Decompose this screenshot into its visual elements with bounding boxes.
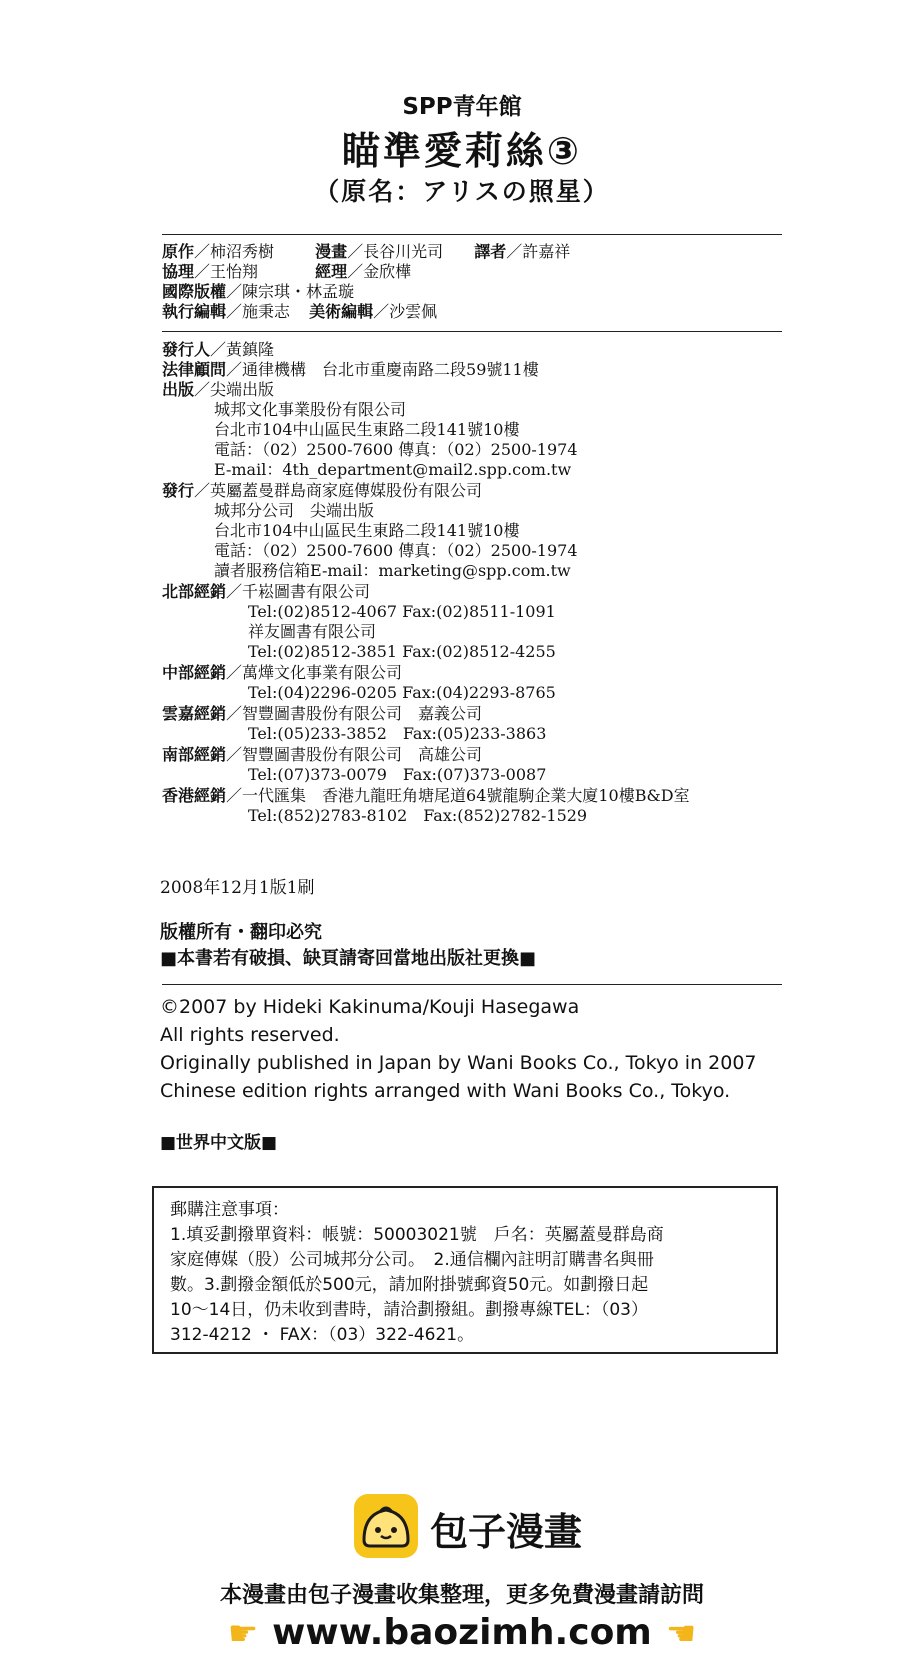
divider	[162, 331, 782, 332]
copyright-line: ©2007 by Hideki Kakinuma/Kouji Hasegawa	[160, 996, 580, 1018]
credit-value: ／長谷川光司	[347, 242, 444, 261]
credit-key: 原作	[162, 242, 195, 261]
mail-order-line: 家庭傳媒（股）公司城邦分公司。 2.通信欄內註明訂購書名與冊	[170, 1250, 654, 1270]
pointing-hand-left-icon: ☚	[665, 1614, 697, 1654]
world-edition-label: ■世界中文版■	[160, 1133, 278, 1153]
distribute-detail: 電話：（02）2500-7600 傳真：（02）2500-1974	[214, 541, 578, 560]
book-title: 瞄準愛莉絲③	[341, 129, 583, 173]
publish-detail: 台北市104中山區民生東路二段141號10樓	[214, 420, 520, 439]
credit-value: ／許嘉祥	[506, 242, 571, 261]
credit-key: 漫畫	[315, 242, 348, 261]
pointing-hand-right-icon: ☛	[227, 1614, 259, 1654]
publish-line: 出版／尖端出版	[162, 380, 275, 399]
edition-date: 2008年12月1版1刷	[160, 878, 315, 898]
south-distributor: 南部經銷／智豐圖書股份有限公司 高雄公司	[162, 745, 483, 764]
north-detail: Tel:(02)8512-3851 Fax:(02)8512-4255	[248, 642, 556, 661]
mail-order-line: 郵購注意事項：	[170, 1200, 289, 1220]
brand-name: 包子漫畫	[430, 1510, 583, 1554]
credit-key: 國際版權	[162, 282, 227, 301]
yunjia-distributor: 雲嘉經銷／智豐圖書股份有限公司 嘉義公司	[162, 704, 483, 723]
yunjia-detail: Tel:(05)233-3852 Fax:(05)233-3863	[248, 724, 547, 743]
credit-row	[162, 282, 354, 302]
mail-order-line: 10～14日，仍未收到書時，請洽劃撥組。劃撥專線TEL：（03）	[170, 1300, 648, 1320]
distribute-detail: 台北市104中山區民生東路二段141號10樓	[214, 521, 520, 540]
rights-notice: 版權所有・翻印必究	[160, 922, 322, 943]
distribute-detail: 讀者服務信箱E-mail：marketing@spp.com.tw	[214, 561, 571, 580]
mail-order-box	[152, 1186, 778, 1354]
issuer-line: 發行人／黃鎮隆	[162, 340, 275, 359]
south-detail: Tel:(07)373-0079 Fax:(07)373-0087	[248, 765, 547, 784]
bun-logo-icon	[354, 1494, 418, 1558]
mail-order-line: 數。3.劃撥金額低於500元，請加附掛號郵資50元。如劃撥日起	[170, 1275, 649, 1295]
legal-line: 法律顧問／通律機構 台北市重慶南路二段59號11樓	[162, 360, 539, 379]
credit-key: 美術編輯	[309, 302, 374, 321]
north-distributor: 北部經銷／千崧圖書有限公司	[162, 582, 371, 601]
publish-detail: E-mail：4th_department@mail2.spp.com.tw	[214, 460, 572, 479]
publish-detail: 城邦文化事業股份有限公司	[214, 400, 407, 419]
credit-value: ／柿沼秀樹	[194, 242, 275, 261]
north-detail: 祥友圖書有限公司	[248, 622, 377, 641]
footer-notice: 本漫畫由包子漫畫收集整理，更多免費漫畫請訪問	[219, 1583, 704, 1608]
credit-value: ／施秉志	[226, 302, 291, 321]
mail-order-line: 312-4212 ・ FAX：（03）322-4621。	[170, 1325, 475, 1345]
distribute-detail: 城邦分公司 尖端出版	[214, 501, 375, 520]
credit-key: 協理	[162, 262, 195, 281]
credit-value: ／陳宗琪・林孟璇	[226, 282, 355, 301]
central-detail: Tel:(04)2296-0205 Fax:(04)2293-8765	[248, 683, 556, 702]
original-title: （原名：アリスの照星）	[314, 177, 610, 206]
north-detail: Tel:(02)8512-4067 Fax:(02)8511-1091	[248, 602, 556, 621]
central-distributor: 中部經銷／萬燁文化事業有限公司	[162, 663, 403, 682]
footer-url-row	[0, 1612, 924, 1654]
damage-notice: ■本書若有破損、缺頁請寄回當地出版社更換■	[160, 948, 537, 969]
mail-order-line: 1.填妥劃撥單資料：帳號：50003021號 戶名：英屬蓋曼群島商	[170, 1225, 664, 1245]
copyright-line: Originally published in Japan by Wani Books Co., Tokyo in 2007	[160, 1052, 757, 1074]
credit-row	[162, 302, 437, 322]
imprint-label: SPP青年館	[402, 94, 522, 120]
copyright-line: All rights reserved.	[160, 1024, 340, 1046]
distribute-line: 發行／英屬蓋曼群島商家庭傳媒股份有限公司	[162, 481, 483, 500]
hk-distributor: 香港經銷／一代匯集 香港九龍旺角塘尾道64號龍駒企業大廈10樓B&D室	[162, 786, 690, 805]
credit-value: ／王怡翔	[194, 262, 259, 281]
publish-detail: 電話：（02）2500-7600 傳真：（02）2500-1974	[214, 440, 578, 459]
credit-row	[162, 262, 411, 282]
hk-detail: Tel:(852)2783-8102 Fax:(852)2782-1529	[248, 806, 588, 825]
copyright-line: Chinese edition rights arranged with Wani Books Co., Tokyo.	[160, 1080, 731, 1102]
credit-row	[162, 242, 570, 262]
site-url-link[interactable]: www.baozimh.com	[272, 1612, 652, 1653]
divider	[162, 984, 782, 985]
credit-key: 執行編輯	[162, 302, 227, 321]
credit-value: ／金欣樺	[347, 262, 412, 281]
divider	[162, 234, 782, 235]
credit-key: 經理	[315, 262, 348, 281]
credit-key: 譯者	[474, 242, 507, 261]
credit-value: ／沙雲佩	[373, 302, 438, 321]
